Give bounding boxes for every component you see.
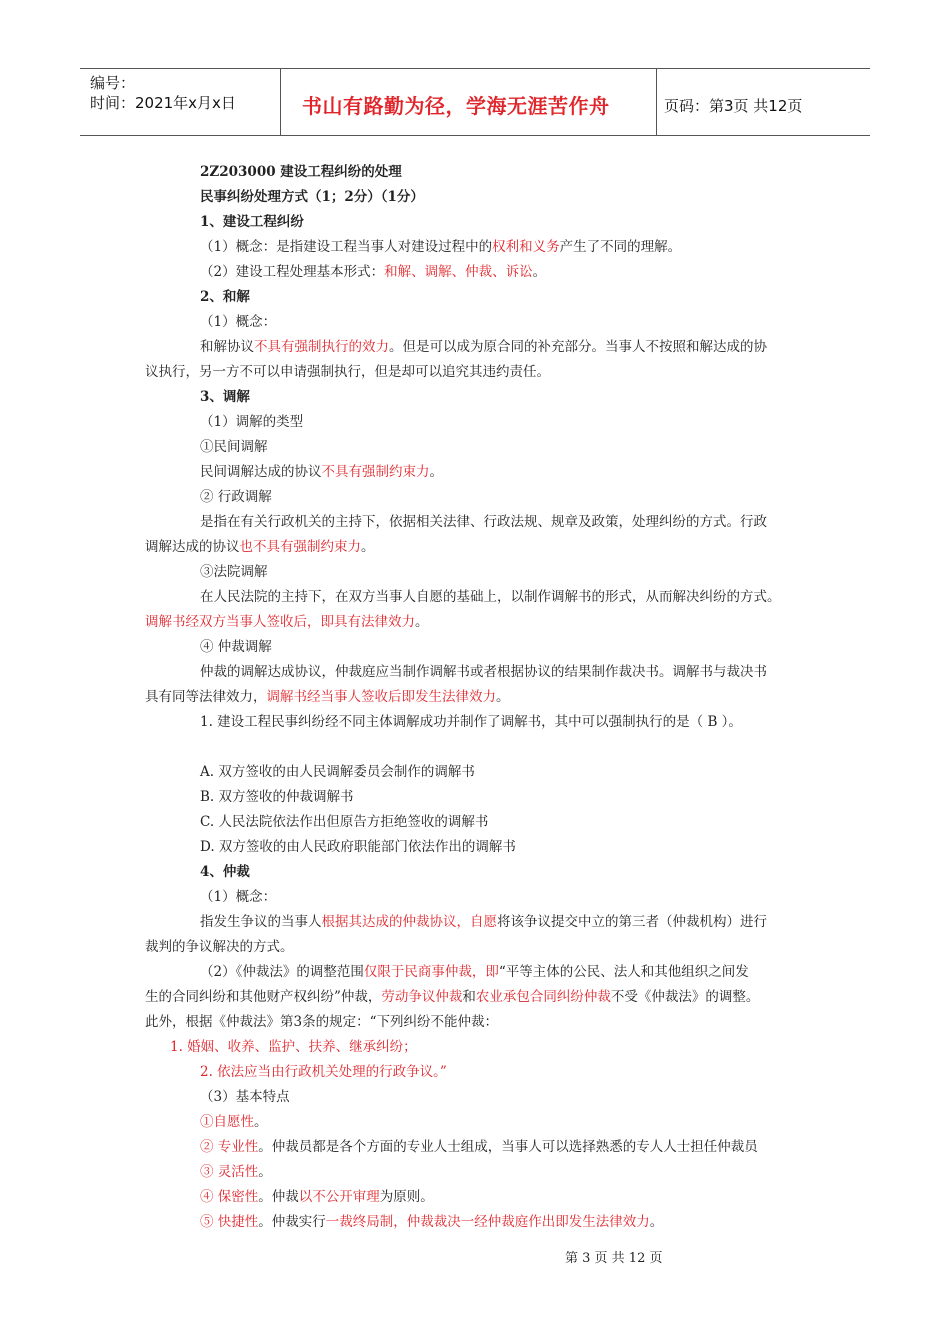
text-run: 和 bbox=[462, 989, 476, 1005]
text-run: ③法院调解 bbox=[200, 564, 268, 580]
text-line bbox=[200, 188, 424, 206]
text-run: 将该争议提交中立的第三者（仲裁机构）进行 bbox=[497, 914, 767, 930]
text-run: 裁判的争议解决的方式。 bbox=[145, 939, 294, 955]
text-run: 为原则。 bbox=[379, 1189, 434, 1205]
text-run: 1. 建设工程民事纠纷经不同主体调解成功并制作了调解书，其中可以强制执行的是（ B ）。 bbox=[200, 714, 742, 730]
text-run: 2Z203000 建设工程纠纷的处理 bbox=[200, 164, 402, 180]
text-line bbox=[200, 888, 276, 906]
text-line bbox=[200, 638, 272, 656]
header-divider-right bbox=[656, 68, 657, 135]
text-run: 。 bbox=[532, 264, 547, 280]
text-run: B. 双方签收的仲裁调解书 bbox=[200, 789, 354, 805]
highlighted-text: 和解、调解、仲裁、诉讼 bbox=[384, 264, 533, 280]
highlighted-text: 也不具有强制约束力 bbox=[239, 539, 361, 555]
highlighted-text: ② 专业性 bbox=[200, 1139, 259, 1155]
text-run: C. 人民法院依法作出但原告方拒绝签收的调解书 bbox=[200, 814, 489, 830]
text-line bbox=[200, 1138, 758, 1156]
highlighted-text: ③ 灵活性 bbox=[200, 1164, 259, 1180]
text-run: 在人民法院的主持下，在双方当事人自愿的基础上，以制作调解书的形式，从而解决纠纷的方式。 bbox=[200, 589, 781, 605]
header-bottom-rule bbox=[80, 135, 870, 136]
highlighted-text: 劳动争议仲裁 bbox=[381, 989, 463, 1005]
text-line bbox=[145, 938, 294, 956]
text-run: 指发生争议的当事人 bbox=[200, 914, 322, 930]
text-line bbox=[200, 213, 304, 231]
text-line bbox=[200, 438, 268, 456]
text-run: 民事纠纷处理方式（1；2分）（1分） bbox=[200, 189, 424, 205]
text-line bbox=[200, 513, 767, 531]
highlighted-text: ④ 保密性 bbox=[200, 1189, 259, 1205]
text-line bbox=[145, 363, 550, 381]
highlighted-text: ⑤ 快捷性 bbox=[200, 1214, 259, 1230]
text-line bbox=[200, 963, 749, 981]
text-run: 民间调解达成的协议 bbox=[200, 464, 322, 480]
highlighted-text: 调解书经当事人签收后即发生法律效力 bbox=[266, 689, 496, 705]
text-line bbox=[200, 388, 250, 406]
text-run: （1）概念： bbox=[200, 889, 277, 905]
text-line bbox=[145, 1013, 498, 1031]
text-line bbox=[200, 813, 488, 831]
text-line bbox=[170, 1038, 417, 1056]
text-run: 4、仲裁 bbox=[200, 864, 250, 880]
text-line bbox=[200, 238, 681, 256]
text-line bbox=[200, 1063, 447, 1081]
text-line bbox=[200, 563, 268, 581]
text-line bbox=[200, 163, 402, 181]
text-run: 2、和解 bbox=[200, 289, 250, 305]
text-run: 。 bbox=[361, 539, 375, 555]
text-line bbox=[200, 838, 516, 856]
text-run: 调解达成的协议 bbox=[145, 539, 240, 555]
text-line bbox=[200, 463, 443, 481]
text-run: 3、调解 bbox=[200, 389, 250, 405]
header-page-label: 页码：第3页 共12页 bbox=[664, 97, 803, 115]
text-line bbox=[145, 538, 375, 556]
header-divider-left bbox=[280, 68, 281, 135]
text-line bbox=[200, 1163, 272, 1181]
text-run: （1）概念： bbox=[200, 314, 277, 330]
text-line bbox=[200, 488, 272, 506]
text-line bbox=[200, 588, 781, 606]
header-date-label: 时间：2021年x月x日 bbox=[90, 94, 236, 112]
text-run: 。仲裁 bbox=[258, 1189, 299, 1205]
text-line bbox=[200, 788, 354, 806]
text-run: 是指在有关行政机关的主持下，依据相关法律、行政法规、规章及政策，处理纠纷的方式。行政 bbox=[200, 514, 767, 530]
highlighted-text: 不具有强制约束力 bbox=[321, 464, 430, 480]
text-line bbox=[200, 313, 276, 331]
text-run: 。 bbox=[258, 1164, 272, 1180]
text-line bbox=[200, 913, 767, 931]
highlighted-text: 仅限于民商事仲裁，即 bbox=[363, 964, 499, 980]
highlighted-text: 农业承包合同纠纷仲裁 bbox=[475, 989, 611, 1005]
text-line bbox=[200, 663, 767, 681]
text-line bbox=[200, 1188, 434, 1206]
text-run: 。仲裁员都是各个方面的专业人士组成，当事人可以选择熟悉的专人人士担任仲裁员 bbox=[258, 1139, 758, 1155]
text-run: 。 bbox=[254, 1114, 268, 1130]
text-run: 生的合同纠纷和其他财产权纠纷”仲裁， bbox=[145, 989, 382, 1005]
text-run: “平等主体的公民、法人和其他组织之间发 bbox=[498, 964, 749, 980]
text-line bbox=[200, 263, 546, 281]
header-top-rule bbox=[80, 68, 870, 69]
highlighted-text: 1. 婚姻、收养、监护、扶养、继承纠纷； bbox=[170, 1039, 417, 1055]
text-run: 。 bbox=[429, 464, 443, 480]
text-run: 仲裁的调解达成协议，仲裁庭应当制作调解书或者根据协议的结果制作裁决书。调解书与裁决书 bbox=[200, 664, 767, 680]
text-run: （3）基本特点 bbox=[200, 1089, 290, 1105]
highlighted-text: 一裁终局制，仲裁裁决一经仲裁庭作出即发生法律效力 bbox=[325, 1214, 650, 1230]
page-footer: 第 3 页 共 12 页 bbox=[565, 1251, 663, 1266]
text-run: （2）《仲裁法》的调整范围 bbox=[200, 964, 364, 980]
text-line bbox=[200, 763, 475, 781]
text-run: （1）调解的类型 bbox=[200, 414, 304, 430]
text-run: D. 双方签收的由人民政府职能部门依法作出的调解书 bbox=[200, 839, 516, 855]
text-run: ④ 仲裁调解 bbox=[200, 639, 272, 655]
text-line bbox=[200, 1088, 290, 1106]
text-line bbox=[200, 1113, 268, 1131]
text-run: 和解协议 bbox=[200, 339, 254, 355]
text-line bbox=[200, 338, 767, 356]
highlighted-text: 2. 依法应当由行政机关处理的行政争议。” bbox=[200, 1064, 447, 1080]
text-line bbox=[145, 988, 759, 1006]
text-line bbox=[200, 1213, 663, 1231]
text-line bbox=[145, 688, 510, 706]
text-run: （2）建设工程处理基本形式： bbox=[200, 264, 385, 280]
text-line bbox=[200, 863, 250, 881]
text-run: 。 bbox=[649, 1214, 664, 1230]
highlighted-text: 权利和义务 bbox=[492, 239, 560, 255]
text-line bbox=[200, 288, 250, 306]
highlighted-text: 不具有强制执行的效力 bbox=[254, 339, 389, 355]
text-line bbox=[200, 413, 303, 431]
text-run: 此外，根据《仲裁法》第3条的规定：“下列纠纷不能仲裁： bbox=[145, 1014, 498, 1030]
highlighted-text: 以不公开审理 bbox=[298, 1189, 380, 1205]
header-number-label: 编号： bbox=[90, 74, 136, 92]
text-run: 产生了不同的理解。 bbox=[559, 239, 682, 255]
text-line bbox=[200, 713, 742, 731]
text-run: A. 双方签收的由人民调解委员会制作的调解书 bbox=[200, 764, 475, 780]
text-run: ①民间调解 bbox=[200, 439, 268, 455]
highlighted-text: 调解书经双方当事人签收后，即具有法律效力 bbox=[145, 614, 415, 630]
text-run: 。仲裁实行 bbox=[258, 1214, 326, 1230]
text-line bbox=[145, 613, 429, 631]
text-run: 不受《仲裁法》的调整。 bbox=[610, 989, 760, 1005]
highlighted-text: 根据其达成的仲裁协议，自愿 bbox=[321, 914, 497, 930]
text-run: 1、建设工程纠纷 bbox=[200, 214, 304, 230]
text-run: 。但是可以成为原合同的补充部分。当事人不按照和解达成的协 bbox=[389, 339, 767, 355]
text-run: 。 bbox=[415, 614, 429, 630]
text-run: （1）概念：是指建设工程当事人对建设过程中的 bbox=[200, 239, 493, 255]
text-run: 具有同等法律效力， bbox=[145, 689, 267, 705]
text-run: 。 bbox=[496, 689, 510, 705]
highlighted-text: ①自愿性 bbox=[200, 1114, 254, 1130]
header-motto: 书山有路勤为径，学海无涯苦作舟 bbox=[302, 94, 610, 118]
text-run: ② 行政调解 bbox=[200, 489, 272, 505]
text-run: 议执行，另一方不可以申请强制执行，但是却可以追究其违约责任。 bbox=[145, 364, 550, 380]
